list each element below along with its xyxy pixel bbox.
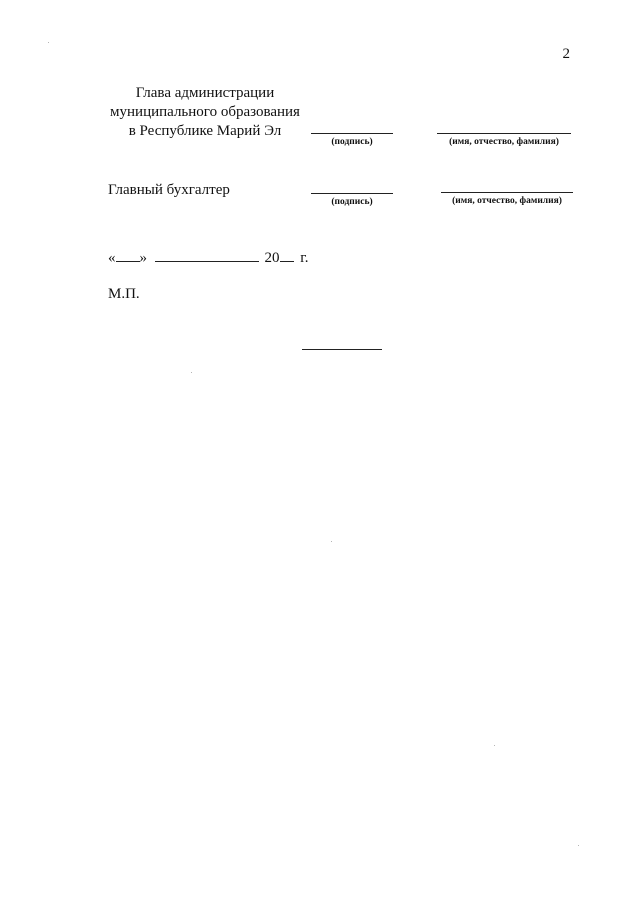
head-title	[100, 84, 310, 141]
accountant-name-line	[441, 192, 573, 193]
scan-speck	[578, 845, 579, 846]
scan-speck	[494, 745, 495, 746]
accountant-title: Главный бухгалтер	[108, 182, 230, 198]
head-signature-caption: (подпись)	[331, 137, 373, 147]
accountant-signature-line	[311, 193, 393, 194]
accountant-signature-caption: (подпись)	[331, 197, 373, 207]
year-prefix: 20	[264, 250, 280, 266]
year-blank	[280, 249, 294, 262]
day-blank	[116, 249, 140, 262]
head-title-line-3: в Республике Марий Эл	[128, 123, 282, 139]
closing-divider	[302, 349, 382, 350]
scan-speck	[331, 541, 332, 542]
date-open-quote: «	[108, 250, 116, 266]
head-name-caption: (имя, отчество, фамилия)	[449, 137, 559, 147]
head-signature-line	[311, 133, 393, 134]
year-suffix: г.	[300, 250, 309, 266]
date-close-quote: »	[139, 250, 147, 266]
page-number: 2	[562, 46, 570, 62]
accountant-name-caption: (имя, отчество, фамилия)	[452, 196, 562, 206]
date-row	[108, 249, 308, 267]
month-blank	[155, 249, 259, 262]
scan-speck	[48, 42, 49, 43]
head-name-line	[437, 133, 571, 134]
head-title-line-2: муниципального образования	[110, 104, 300, 120]
scan-speck	[191, 372, 192, 373]
head-title-line-1: Глава администрации	[135, 85, 275, 101]
stamp-place-label: М.П.	[108, 286, 140, 302]
